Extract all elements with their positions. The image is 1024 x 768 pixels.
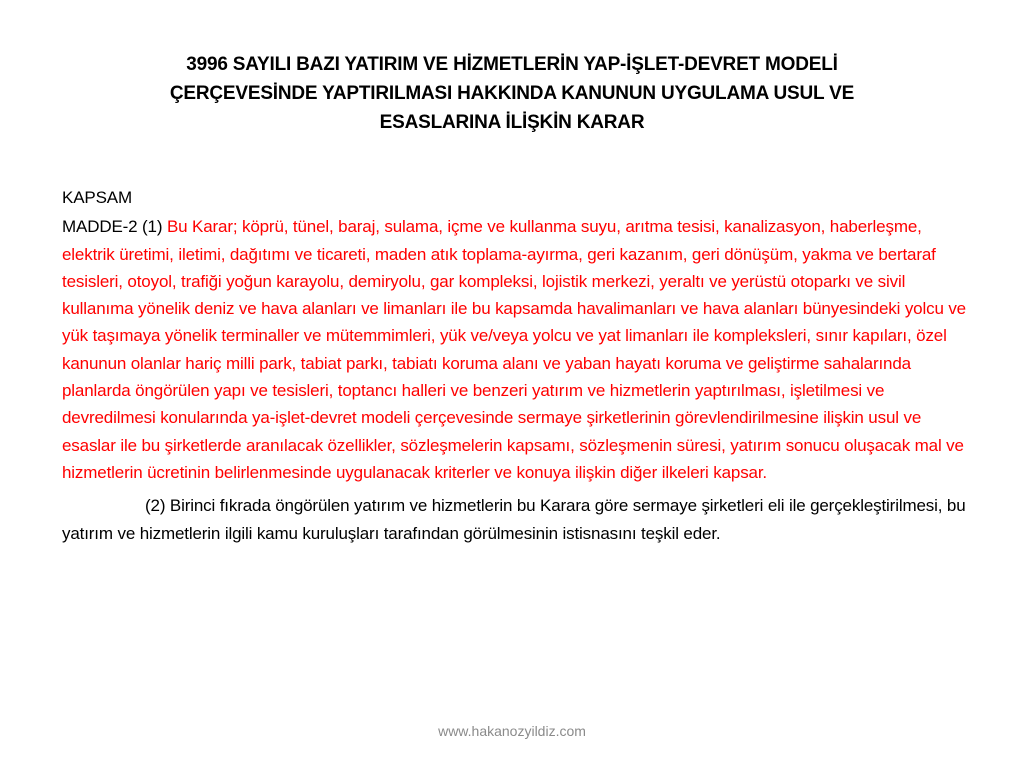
section-heading: KAPSAM [62,188,132,207]
slide-title: 3996 SAYILI BAZI YATIRIM VE HİZMETLERİN YAP-İŞLET-DEVRET MODELİ ÇERÇEVESİNDE YAPTIRILMASI HAKKINDA KANUNUN UYGULAMA USUL VE ESASLARINA İLİŞKİN KARAR [169,54,855,133]
slide-body [62,184,967,547]
subparagraph-text: Birinci fıkrada öngörülen yatırım ve hizmetlerin bu Karara göre sermaye şirketleri eli ile gerçekleştirilmesi, bu yatırım ve hizmetlerin ilgili kamu kuruluşları tarafından görülmesinin istisnasını teşkil eder. [62,496,966,543]
footer-website [0,723,1024,739]
article-label: MADDE-2 (1) [62,217,163,237]
article-paragraph-2 [62,492,967,547]
article-paragraph-1 [62,213,967,486]
article-text-highlighted: Bu Karar; köprü, tünel, baraj, sulama, içme ve kullanma suyu, arıtma tesisi, kanalizasyon, haberleşme, elektrik üretimi, iletimi, dağıtımı ve ticareti, maden atık toplama-ayırma, geri kazanım, geri dönüşüm, yakma ve bertaraf tesisleri, otoyol, trafiği yoğun karayolu, demiryolu, gar kompleksi, lojistik merkezi, yeraltı ve yerüstü otoparkı ve sivil kullanıma yönelik deniz ve hava alanları ve limanları ile bu kapsamda havalimanları ve hava alanları bünyesindeki yolcu ve yük taşımaya yönelik terminaller ve mütemmimleri, yük ve/veya yolcu ve yat limanları ile kompleksleri, sınır kapıları, özel kanunun olanlar hariç milli park, tabiat parkı, tabiatı koruma alanı ve yaban hayatı koruma ve geliştirme sahalarında planlarda öngörülen yapı ve tesisleri, toptancı halleri ve benzeri yatırım ve hizmetlerin yaptırılması, işletilmesi ve devredilmesi konularında ya-işlet-devret modeli çerçevesinde sermaye şirketlerinin görevlendirilmesine ilişkin usul ve esaslar ile bu şirketlerde aranılacak özellikler, sözleşmelerin kapsamı, sözleşmenin süresi, yatırım sonucu oluşacak mal ve hizmetlerin ücretinin belirlenmesinde uygulanacak kriterler ve konuya ilişkin diğer ilkeleri kapsar. [62,217,966,482]
footer-url: www.hakanozyildiz.com [438,723,586,739]
subparagraph-label: (2) [145,496,166,516]
